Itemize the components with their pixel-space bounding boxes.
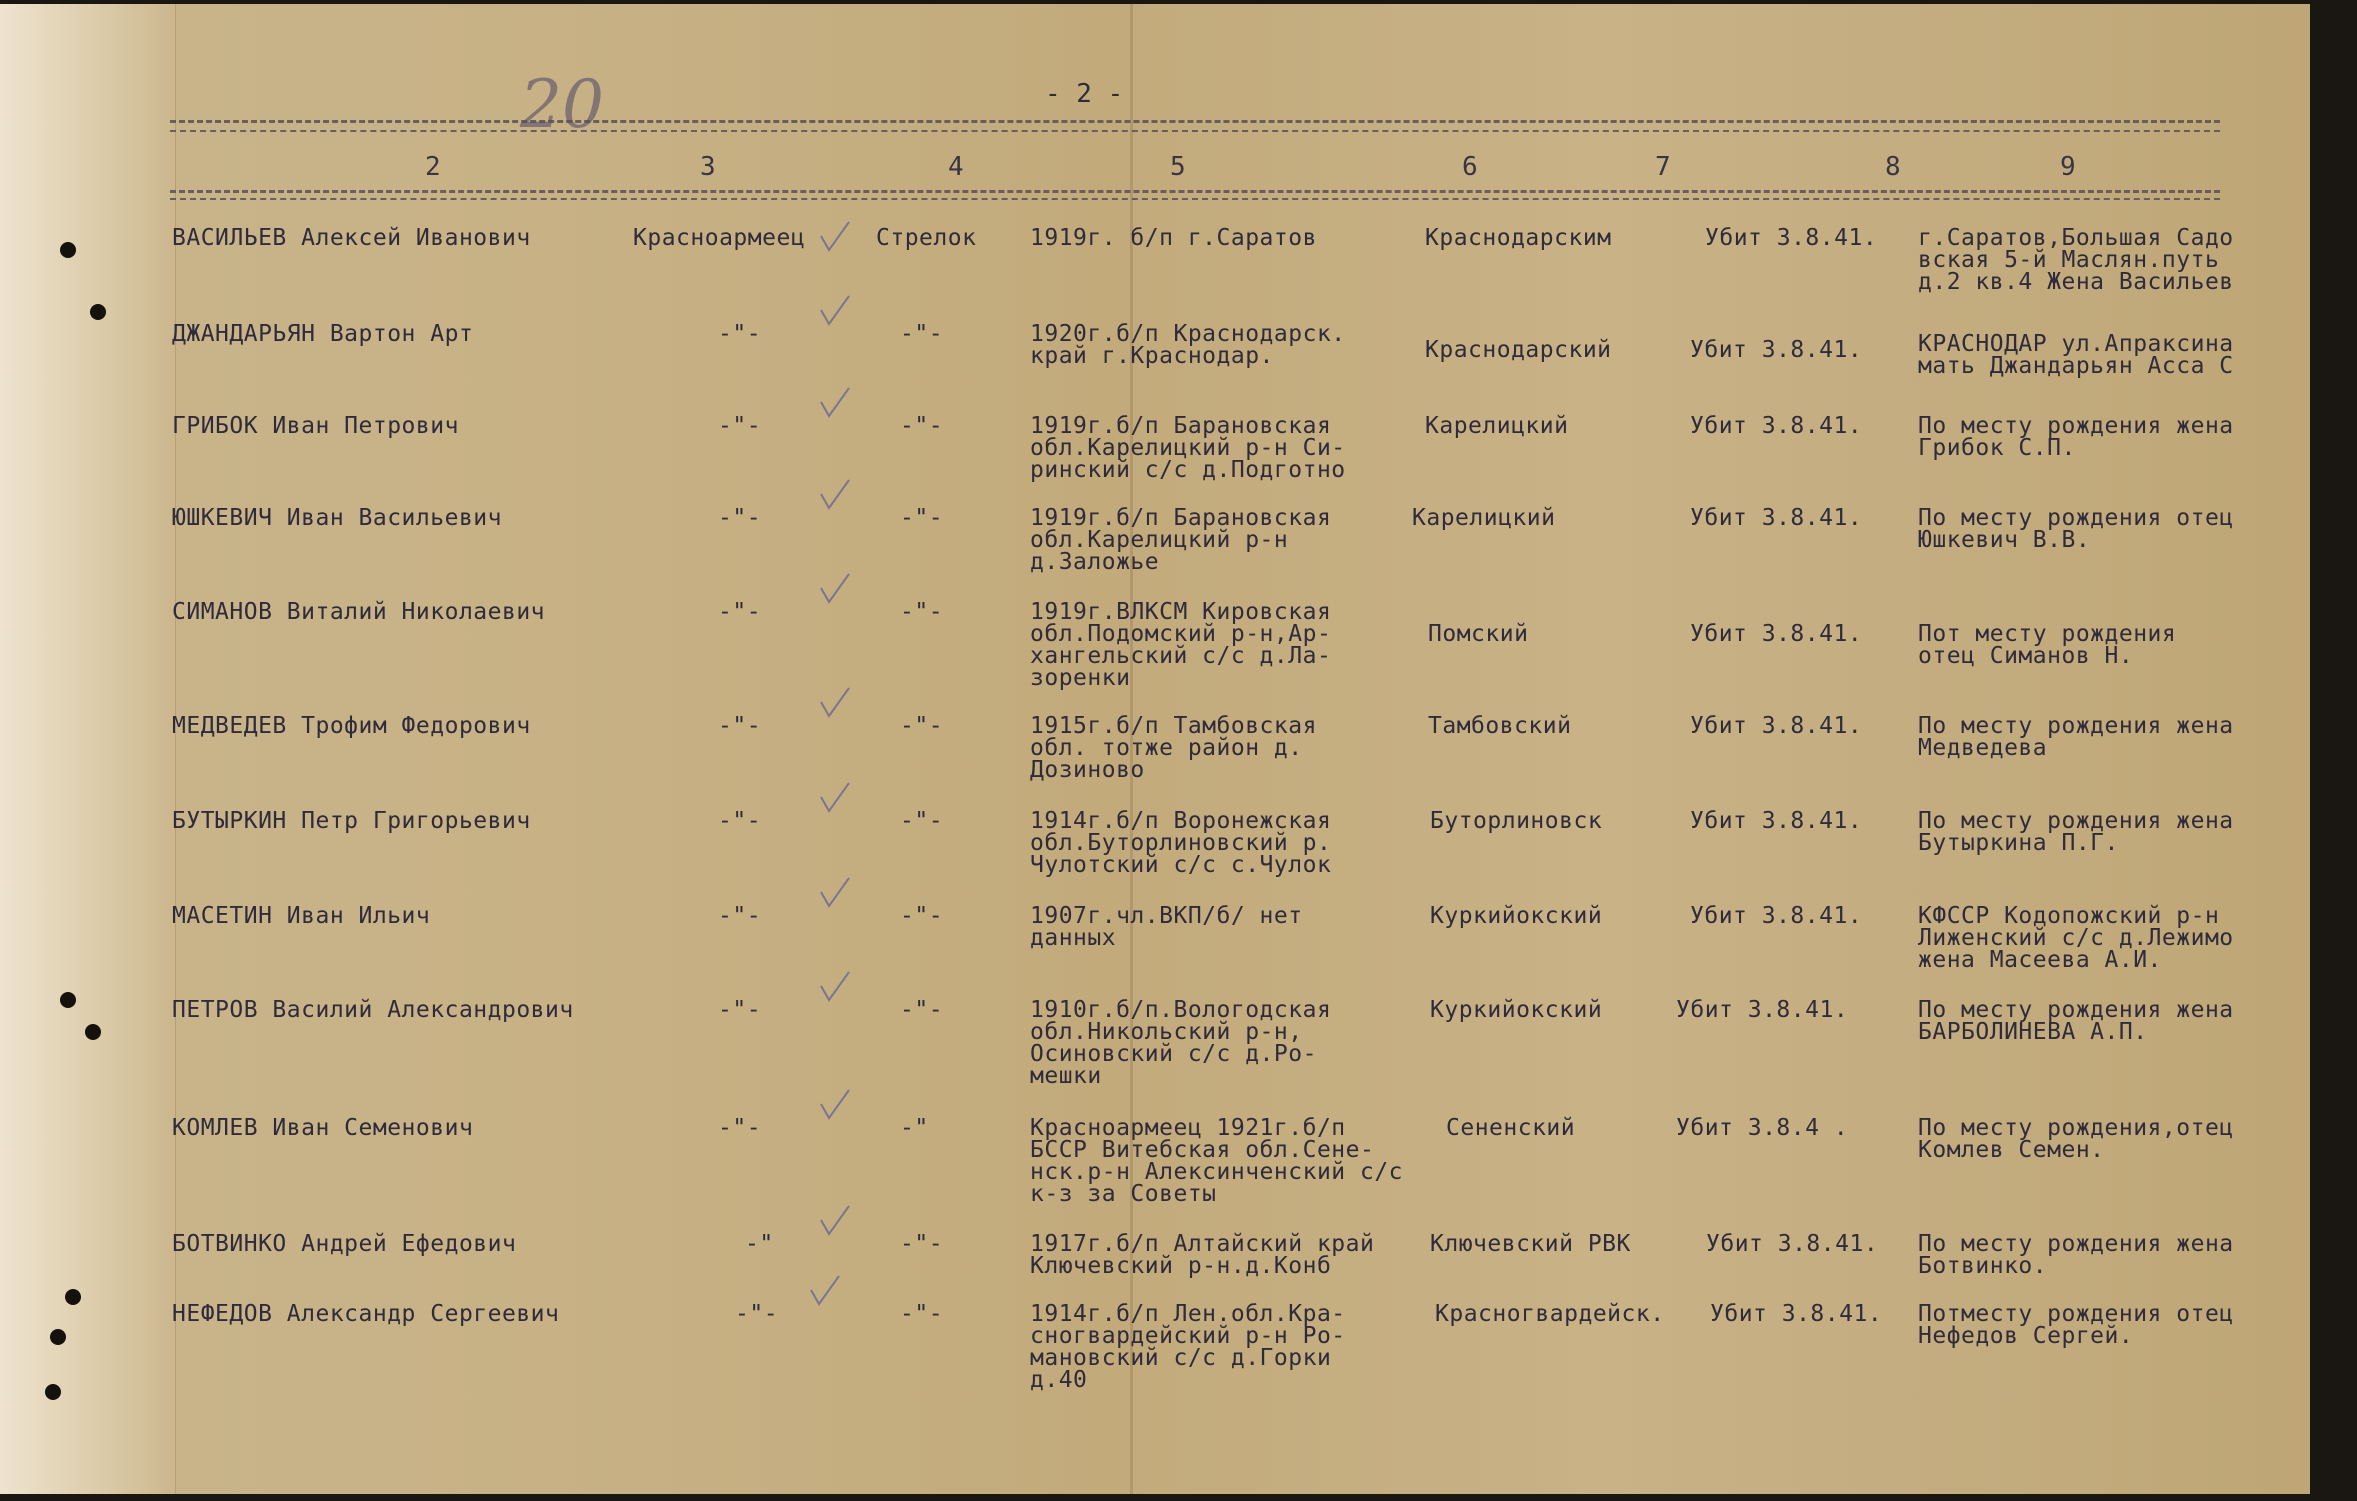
fate-status: Убит 3.8.41. — [1690, 713, 1863, 739]
draft-office: Красногвардейск. — [1435, 1301, 1665, 1327]
binding-strip — [0, 4, 176, 1494]
relative-address: КРАСНОДАР ул.Апраксина — [1918, 331, 2234, 357]
header-rule — [170, 130, 2220, 132]
soldier-position: -"- — [900, 713, 944, 739]
soldier-name: КОМЛЕВ Иван Семенович — [172, 1115, 474, 1141]
soldier-rank: -"- — [718, 903, 762, 929]
draft-office: Буторлиновск — [1430, 808, 1603, 834]
soldier-name: СИМАНОВ Виталий Николаевич — [172, 599, 546, 625]
check-mark-icon — [815, 968, 855, 1008]
column-number: 4 — [948, 152, 964, 182]
relative-address: Комлев Семен. — [1918, 1137, 2105, 1163]
birth-details: Дозиново — [1030, 757, 1145, 783]
soldier-name: ПЕТРОВ Василий Александрович — [172, 997, 574, 1023]
fate-status: Убит 3.8.41. — [1710, 1301, 1883, 1327]
relative-address: д.2 кв.4 Жена Васильев — [1918, 269, 2234, 295]
check-mark-icon — [815, 1202, 855, 1242]
relative-address: По месту рождения отец — [1918, 505, 2234, 531]
fate-status: Убит 3.8.41. — [1690, 337, 1863, 363]
relative-address: Лиженский с/с д.Лежимо — [1918, 925, 2234, 951]
header-rule — [170, 190, 2220, 193]
relative-address: По месту рождения жена — [1918, 713, 2234, 739]
check-mark-icon — [815, 384, 855, 424]
draft-office: Краснодарский — [1425, 337, 1612, 363]
birth-details: ринский с/с д.Подготно — [1030, 457, 1346, 483]
check-mark-icon — [815, 218, 855, 258]
soldier-name: МЕДВЕДЕВ Трофим Федорович — [172, 713, 531, 739]
birth-details: 1919г.ВЛКСМ Кировская — [1030, 599, 1332, 625]
draft-office: Сененский — [1446, 1115, 1576, 1141]
relative-address: Юшкевич В.В. — [1918, 527, 2091, 553]
birth-details: обл.Подомский р-н,Ар- — [1030, 621, 1332, 647]
birth-details: край г.Краснодар. — [1030, 343, 1274, 369]
birth-details: д.Заложье — [1030, 549, 1160, 575]
relative-address: По месту рождения,отец — [1918, 1115, 2234, 1141]
soldier-name: БУТЫРКИН Петр Григорьевич — [172, 808, 531, 834]
check-mark-icon — [815, 779, 855, 819]
soldier-position: -"- — [900, 903, 944, 929]
soldier-position: -"- — [900, 1301, 944, 1327]
birth-details: мешки — [1030, 1063, 1102, 1089]
soldier-name: МАСЕТИН Иван Ильич — [172, 903, 431, 929]
relative-address: По месту рождения жена — [1918, 413, 2234, 439]
soldier-position: -"- — [900, 505, 944, 531]
birth-details: нск.р-н Алексинченский с/с — [1030, 1159, 1404, 1185]
fate-status: Убит 3.8.4 . — [1676, 1115, 1849, 1141]
soldier-rank: -"- — [718, 505, 762, 531]
relative-address: Потместу рождения отец — [1918, 1301, 2234, 1327]
draft-office: Ключевский РВК — [1430, 1231, 1631, 1257]
soldier-rank: -" — [745, 1231, 774, 1257]
binding-hole — [90, 304, 106, 320]
column-number: 5 — [1170, 152, 1186, 182]
fate-status: Убит 3.8.41. — [1690, 808, 1863, 834]
soldier-name: ГРИБОК Иван Петрович — [172, 413, 459, 439]
relative-address: Ботвинко. — [1918, 1253, 2048, 1279]
draft-office: Помский — [1428, 621, 1529, 647]
relative-address: вская 5-й Маслян.путь — [1918, 247, 2220, 273]
relative-address: г.Саратов,Большая Садо — [1918, 225, 2234, 251]
birth-details: сногвардейский р-н Ро- — [1030, 1323, 1346, 1349]
binding-hole — [50, 1329, 66, 1345]
soldier-name: НЕФЕДОВ Александр Сергеевич — [172, 1301, 560, 1327]
soldier-name: ДЖАНДАРЬЯН Вартон Арт — [172, 321, 474, 347]
soldier-position: Стрелок — [876, 225, 977, 251]
relative-address: КФССР Кодопожский р-н — [1918, 903, 2220, 929]
soldier-position: -"- — [900, 599, 944, 625]
fate-status: Убит 3.8.41. — [1705, 225, 1878, 251]
birth-details: Осиновский с/с д.Ро- — [1030, 1041, 1317, 1067]
birth-details: 1914г.б/п Лен.обл.Кра- — [1030, 1301, 1346, 1327]
birth-details: данных — [1030, 925, 1117, 951]
soldier-rank: -"- — [718, 808, 762, 834]
relative-address: Бутыркина П.Г. — [1918, 830, 2119, 856]
binding-hole — [60, 992, 76, 1008]
fate-status: Убит 3.8.41. — [1690, 505, 1863, 531]
document-sheet — [0, 4, 2310, 1494]
soldier-position: -" — [900, 1115, 929, 1141]
draft-office: Карелицкий — [1412, 505, 1556, 531]
relative-address: Пот месту рождения — [1918, 621, 2177, 647]
birth-details: обл.Буторлиновский р. — [1030, 830, 1332, 856]
birth-details: обл.Карелицкий р-н Си- — [1030, 435, 1346, 461]
soldier-rank: -"- — [718, 997, 762, 1023]
birth-details: зоренки — [1030, 665, 1131, 691]
relative-address: По месту рождения жена — [1918, 808, 2234, 834]
draft-office: Куркийокский — [1430, 903, 1603, 929]
soldier-rank: -"- — [718, 1115, 762, 1141]
binding-hole — [85, 1024, 101, 1040]
birth-details: 1919г. б/п г.Саратов — [1030, 225, 1317, 251]
birth-details: 1920г.б/п Краснодарск. — [1030, 321, 1346, 347]
relative-address: Нефедов Сергей. — [1918, 1323, 2134, 1349]
birth-details: д.40 — [1030, 1367, 1088, 1393]
column-number: 9 — [2060, 152, 2076, 182]
draft-office: Краснодарским — [1425, 225, 1612, 251]
column-number: 2 — [425, 152, 441, 182]
relative-address: БАРБОЛИНЕВА А.П. — [1918, 1019, 2148, 1045]
relative-address: жена Масеева А.И. — [1918, 947, 2162, 973]
birth-details: 1910г.б/п.Вологодская — [1030, 997, 1332, 1023]
draft-office: Тамбовский — [1428, 713, 1572, 739]
birth-details: 1915г.б/п Тамбовская — [1030, 713, 1317, 739]
page-number: - 2 - — [1045, 79, 1124, 109]
column-number: 3 — [700, 152, 716, 182]
fate-status: Убит 3.8.41. — [1690, 413, 1863, 439]
soldier-rank: -"- — [718, 713, 762, 739]
birth-details: 1919г.б/п Барановская — [1030, 413, 1332, 439]
check-mark-icon — [815, 292, 855, 332]
birth-details: 1907г.чл.ВКП/б/ нет — [1030, 903, 1303, 929]
birth-details: мановский с/с д.Горки — [1030, 1345, 1332, 1371]
soldier-position: -"- — [900, 808, 944, 834]
birth-details: обл.Никольский р-н, — [1030, 1019, 1303, 1045]
check-mark-icon — [815, 570, 855, 610]
soldier-name: ЮШКЕВИЧ Иван Васильевич — [172, 505, 502, 531]
soldier-position: -"- — [900, 1231, 944, 1257]
fate-status: Убит 3.8.41. — [1690, 903, 1863, 929]
column-number: 8 — [1885, 152, 1901, 182]
binding-hole — [65, 1289, 81, 1305]
check-mark-icon — [815, 476, 855, 516]
relative-address: По месту рождения жена — [1918, 1231, 2234, 1257]
birth-details: 1919г.б/п Барановская — [1030, 505, 1332, 531]
check-mark-icon — [815, 1086, 855, 1126]
draft-office: Куркийокский — [1430, 997, 1603, 1023]
birth-details: Ключевский р-н.д.Конб — [1030, 1253, 1332, 1279]
soldier-rank: -"- — [718, 413, 762, 439]
birth-details: 1914г.б/п Воронежская — [1030, 808, 1332, 834]
birth-details: Чулотский с/с с.Чулок — [1030, 852, 1332, 878]
binding-hole — [60, 242, 76, 258]
soldier-position: -"- — [900, 413, 944, 439]
fate-status: Убит 3.8.41. — [1690, 621, 1863, 647]
soldier-name: ВАСИЛЬЕВ Алексей Иванович — [172, 225, 531, 251]
header-rule — [170, 120, 2220, 123]
fate-status: Убит 3.8.41. — [1676, 997, 1849, 1023]
draft-office: Карелицкий — [1425, 413, 1569, 439]
check-mark-icon — [805, 1272, 845, 1312]
relative-address: По месту рождения жена — [1918, 997, 2234, 1023]
header-rule — [170, 198, 2220, 200]
birth-details: обл.Карелицкий р-н — [1030, 527, 1289, 553]
soldier-rank: -"- — [718, 599, 762, 625]
soldier-position: -"- — [900, 997, 944, 1023]
birth-details: обл. тотже район д. — [1030, 735, 1303, 761]
column-number: 6 — [1462, 152, 1478, 182]
soldier-rank: -"- — [718, 321, 762, 347]
birth-details: к-з за Советы — [1030, 1181, 1217, 1207]
check-mark-icon — [815, 684, 855, 724]
soldier-position: -"- — [900, 321, 944, 347]
relative-address: Грибок С.П. — [1918, 435, 2076, 461]
birth-details: Красноармеец 1921г.б/п — [1030, 1115, 1346, 1141]
birth-details: БССР Витебская обл.Сене- — [1030, 1137, 1375, 1163]
binding-hole — [45, 1384, 61, 1400]
soldier-rank: Красноармеец — [633, 225, 806, 251]
column-number: 7 — [1655, 152, 1671, 182]
birth-details: 1917г.б/п Алтайский край — [1030, 1231, 1375, 1257]
soldier-rank: -"- — [735, 1301, 779, 1327]
relative-address: отец Симанов Н. — [1918, 643, 2134, 669]
fate-status: Убит 3.8.41. — [1706, 1231, 1879, 1257]
relative-address: Медведева — [1918, 735, 2048, 761]
birth-details: хангельский с/с д.Ла- — [1030, 643, 1332, 669]
soldier-name: БОТВИНКО Андрей Ефедович — [172, 1231, 517, 1257]
check-mark-icon — [815, 874, 855, 914]
relative-address: мать Джандарьян Асса С — [1918, 353, 2234, 379]
archive-page-mark: 20 — [520, 66, 604, 143]
